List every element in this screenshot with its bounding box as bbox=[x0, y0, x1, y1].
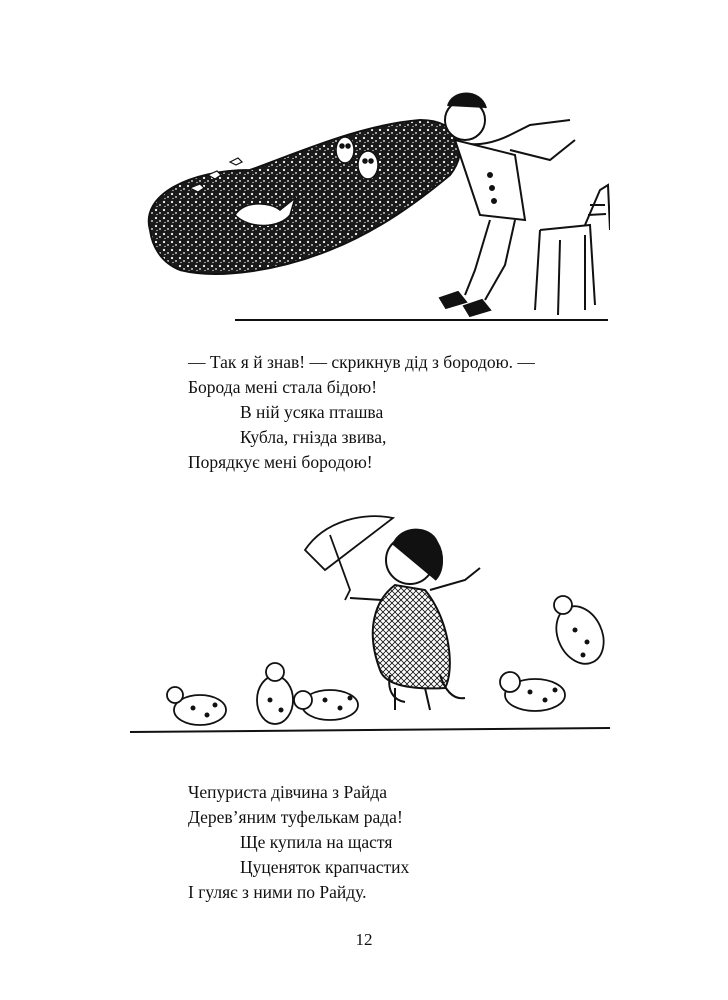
spotted-puppy-icon bbox=[257, 663, 293, 724]
poem2-line: Чепуриста дівчина з Райда bbox=[188, 782, 388, 802]
umbrella-icon bbox=[305, 516, 393, 600]
page-number: 12 bbox=[355, 930, 373, 949]
spotted-puppy-icon bbox=[547, 596, 612, 671]
ground-line bbox=[130, 728, 610, 732]
poem1-line: — Так я й знав! — скрикнув дід з бородою. — bbox=[188, 352, 535, 372]
girl-with-puppies-illustration bbox=[125, 510, 615, 750]
chair-illustration bbox=[535, 185, 610, 315]
spotted-puppy-icon bbox=[500, 672, 565, 711]
poem1-line: В ній усяка пташва bbox=[240, 402, 384, 422]
poem2-verse bbox=[188, 780, 409, 905]
spotted-puppy-icon bbox=[167, 687, 226, 725]
man-figure bbox=[440, 94, 575, 317]
spotted-puppy-icon bbox=[294, 690, 358, 720]
girl-figure bbox=[350, 530, 480, 710]
poem1-line: Порядкує мені бородою! bbox=[188, 452, 373, 472]
poem2-line: Дерев’яним туфелькам рада! bbox=[188, 807, 403, 827]
poem2-line: Ще купила на щастя bbox=[240, 832, 393, 852]
poem1-line: Кубла, гнізда звива, bbox=[240, 427, 387, 447]
poem2-line: І гуляє з ними по Райду. bbox=[188, 882, 367, 902]
beard-shape bbox=[149, 120, 460, 274]
poem1-line: Борода мені стала бідою! bbox=[188, 377, 378, 397]
poem2-line: Цуценяток крапчастих bbox=[240, 857, 410, 877]
poem1-verse bbox=[188, 350, 535, 475]
bearded-man-illustration bbox=[130, 80, 610, 330]
